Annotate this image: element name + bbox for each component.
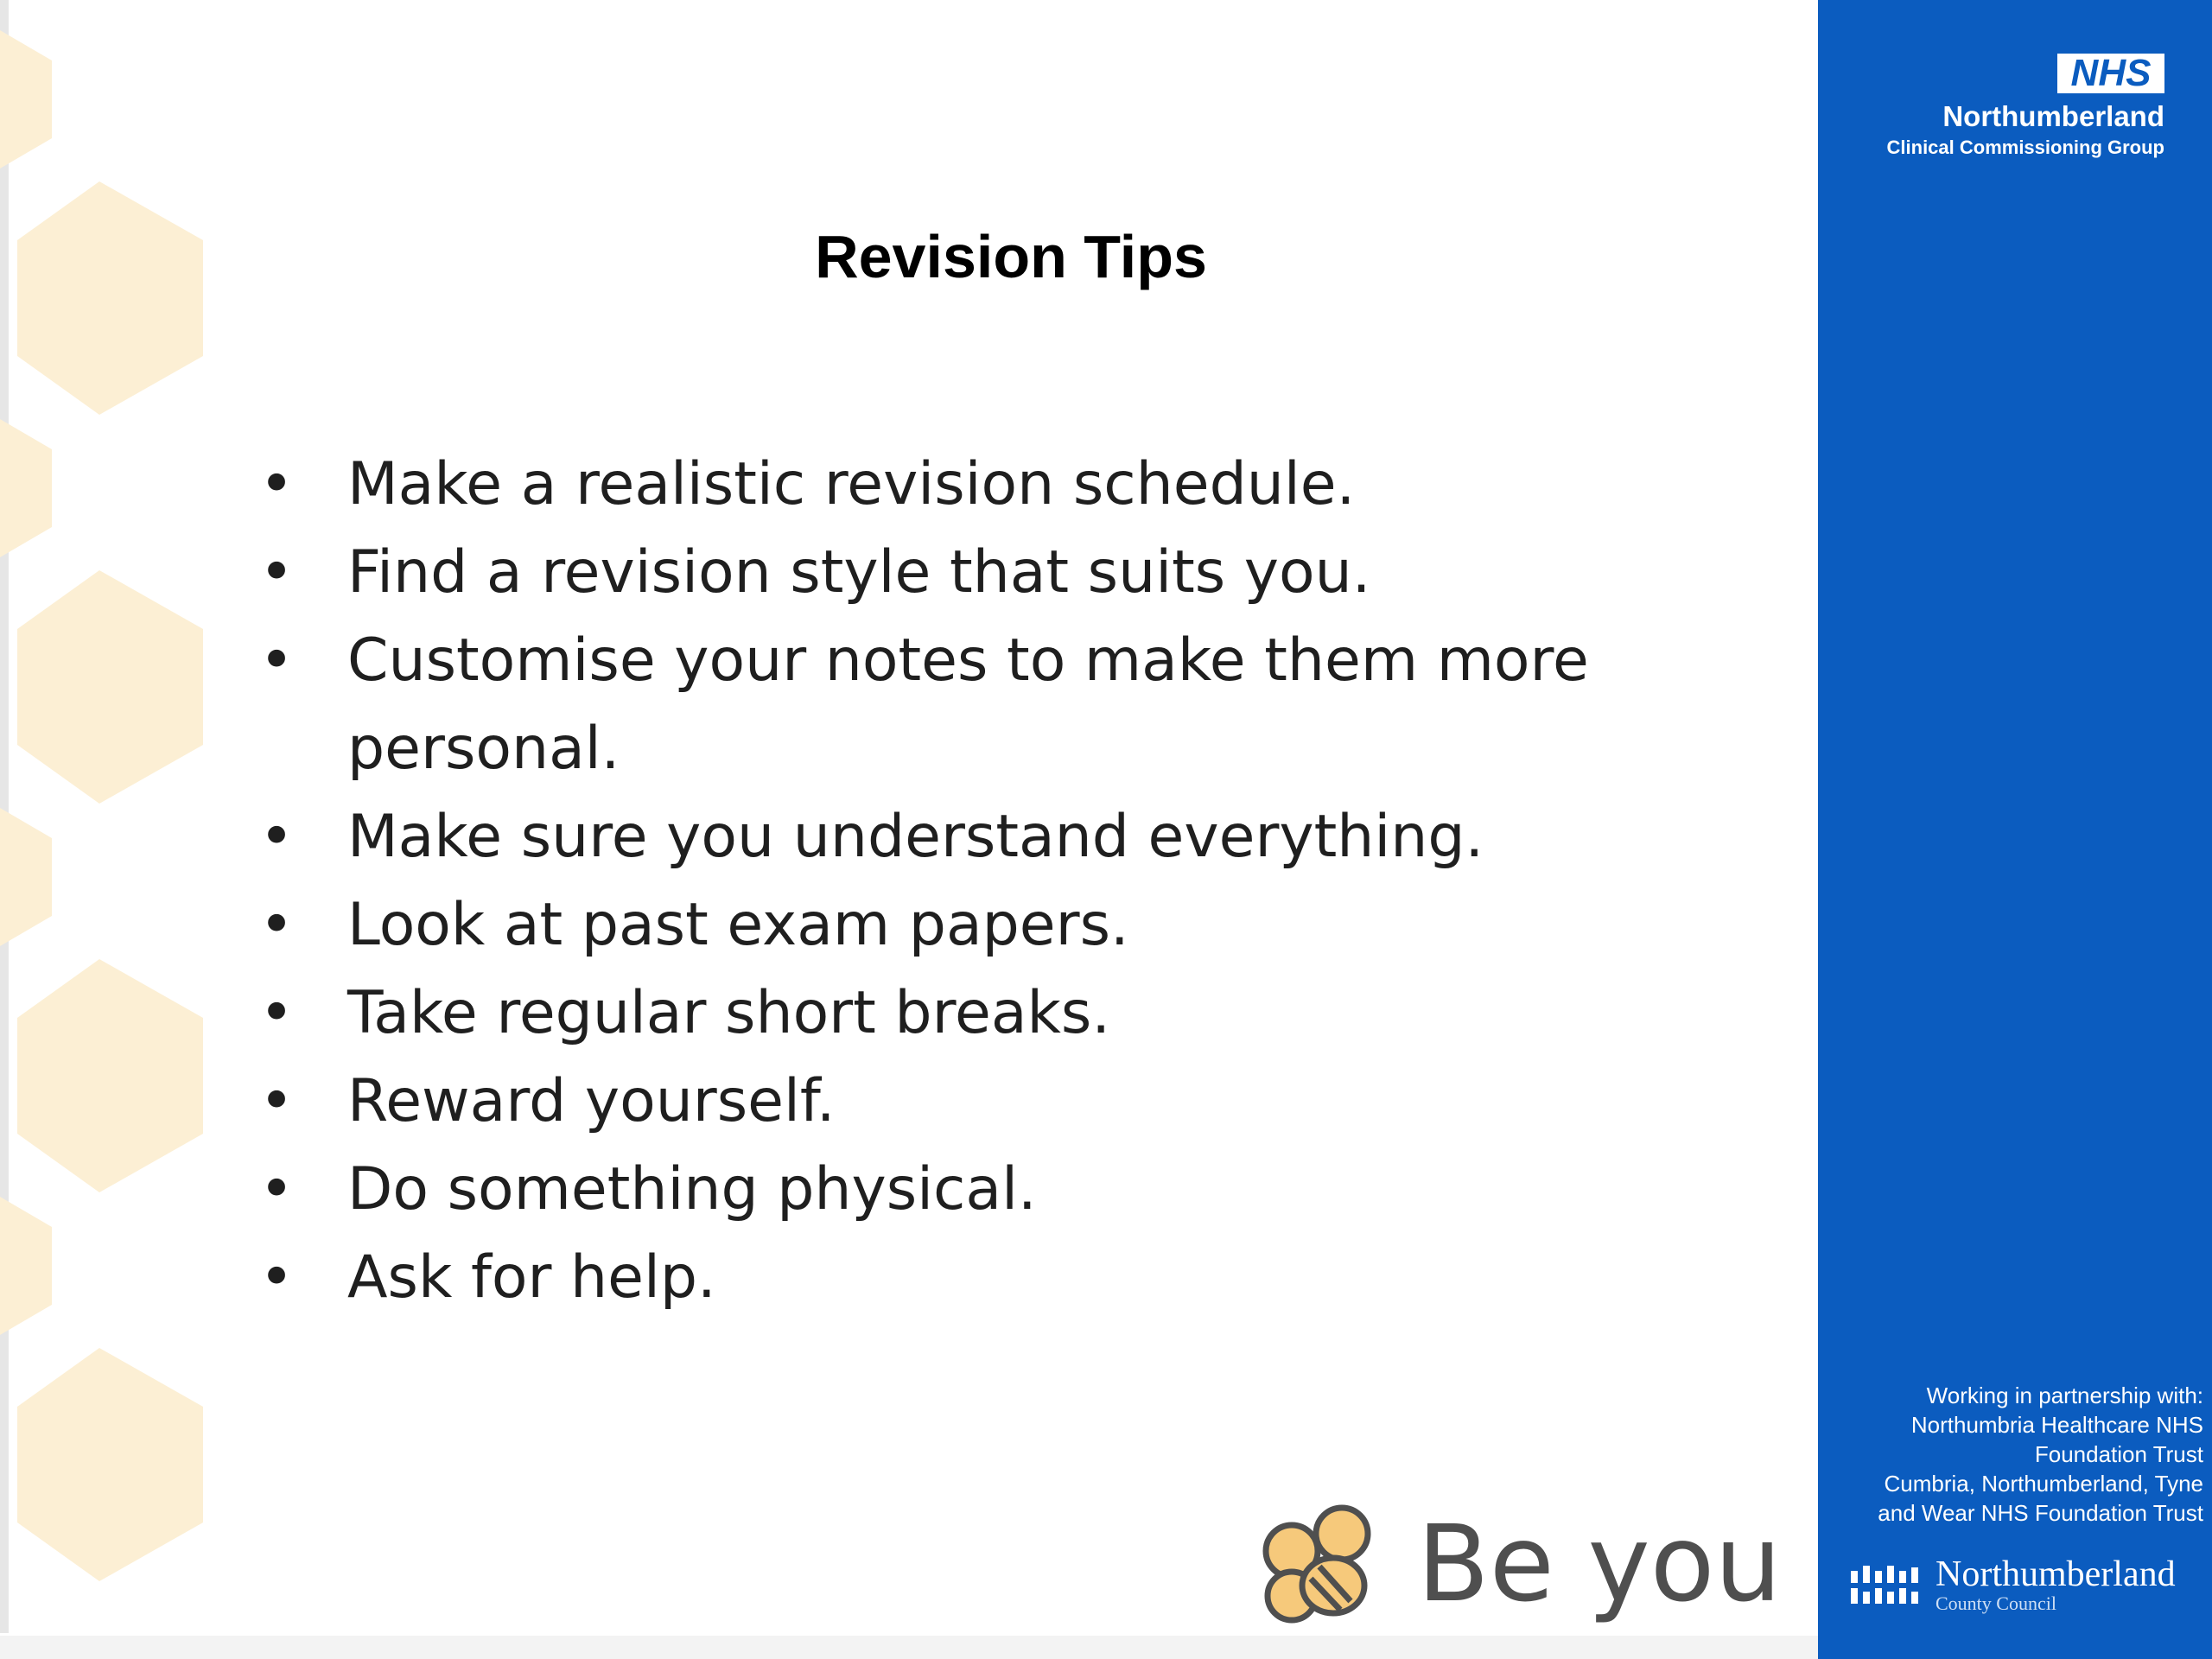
bullet-icon: • — [259, 891, 295, 959]
bullet-icon: • — [259, 1067, 295, 1135]
slide-title: Revision Tips — [815, 222, 1207, 290]
tip-item — [259, 793, 1642, 881]
revision-tips-list — [259, 441, 1642, 1322]
tip-text: Find a revision style that suits you. — [347, 538, 1371, 607]
partnership-line: and Wear NHS Foundation Trust — [1878, 1500, 2203, 1526]
tip-text: Customise your notes to make them more personal. — [347, 626, 1589, 783]
council-subtitle: County Council — [1936, 1592, 2056, 1614]
tip-item — [259, 441, 1642, 529]
tip-item — [259, 529, 1642, 617]
tip-text: Take regular short breaks. — [347, 979, 1110, 1047]
partnership-line: Working in partnership with: — [1926, 1382, 2203, 1408]
ccg-subtitle: Clinical Commissioning Group — [1886, 137, 2164, 158]
tip-item — [259, 1146, 1642, 1234]
tip-text: Do something physical. — [347, 1155, 1037, 1224]
bullet-icon: • — [259, 979, 295, 1047]
tip-text: Make a realistic revision schedule. — [347, 450, 1356, 518]
tip-item — [259, 969, 1642, 1058]
council-name: Northumberland — [1936, 1554, 2176, 1594]
tip-item — [259, 1058, 1642, 1146]
bullet-icon: • — [259, 1155, 295, 1224]
tip-text: Ask for help. — [347, 1243, 716, 1312]
partnership-line: Cumbria, Northumberland, Tyne — [1884, 1471, 2203, 1497]
tip-text: Reward yourself. — [347, 1067, 836, 1135]
bullet-icon: • — [259, 450, 295, 518]
partnership-line: Northumbria Healthcare NHS — [1910, 1412, 2203, 1438]
nhs-logo: NHS — [2057, 54, 2164, 93]
honeycomb-decoration — [0, 0, 225, 1659]
bee-icon — [1257, 1499, 1387, 1629]
ccg-name: Northumberland — [1942, 100, 2164, 132]
tip-item — [259, 617, 1643, 793]
be-you-logo-text: Be you — [1417, 1503, 1782, 1625]
bottom-strip — [0, 1636, 1818, 1659]
northumberland-council-logo-icon — [1849, 1560, 1927, 1609]
tip-text: Make sure you understand everything. — [347, 803, 1484, 871]
tip-item — [259, 881, 1642, 969]
bullet-icon: • — [259, 626, 295, 695]
partnership-line: Foundation Trust — [2034, 1441, 2203, 1467]
partnership-text — [1823, 1381, 2203, 1528]
bullet-icon: • — [259, 1243, 295, 1312]
bullet-icon: • — [259, 803, 295, 871]
tip-item — [259, 1234, 1642, 1322]
bullet-icon: • — [259, 538, 295, 607]
tip-text: Look at past exam papers. — [347, 891, 1129, 959]
